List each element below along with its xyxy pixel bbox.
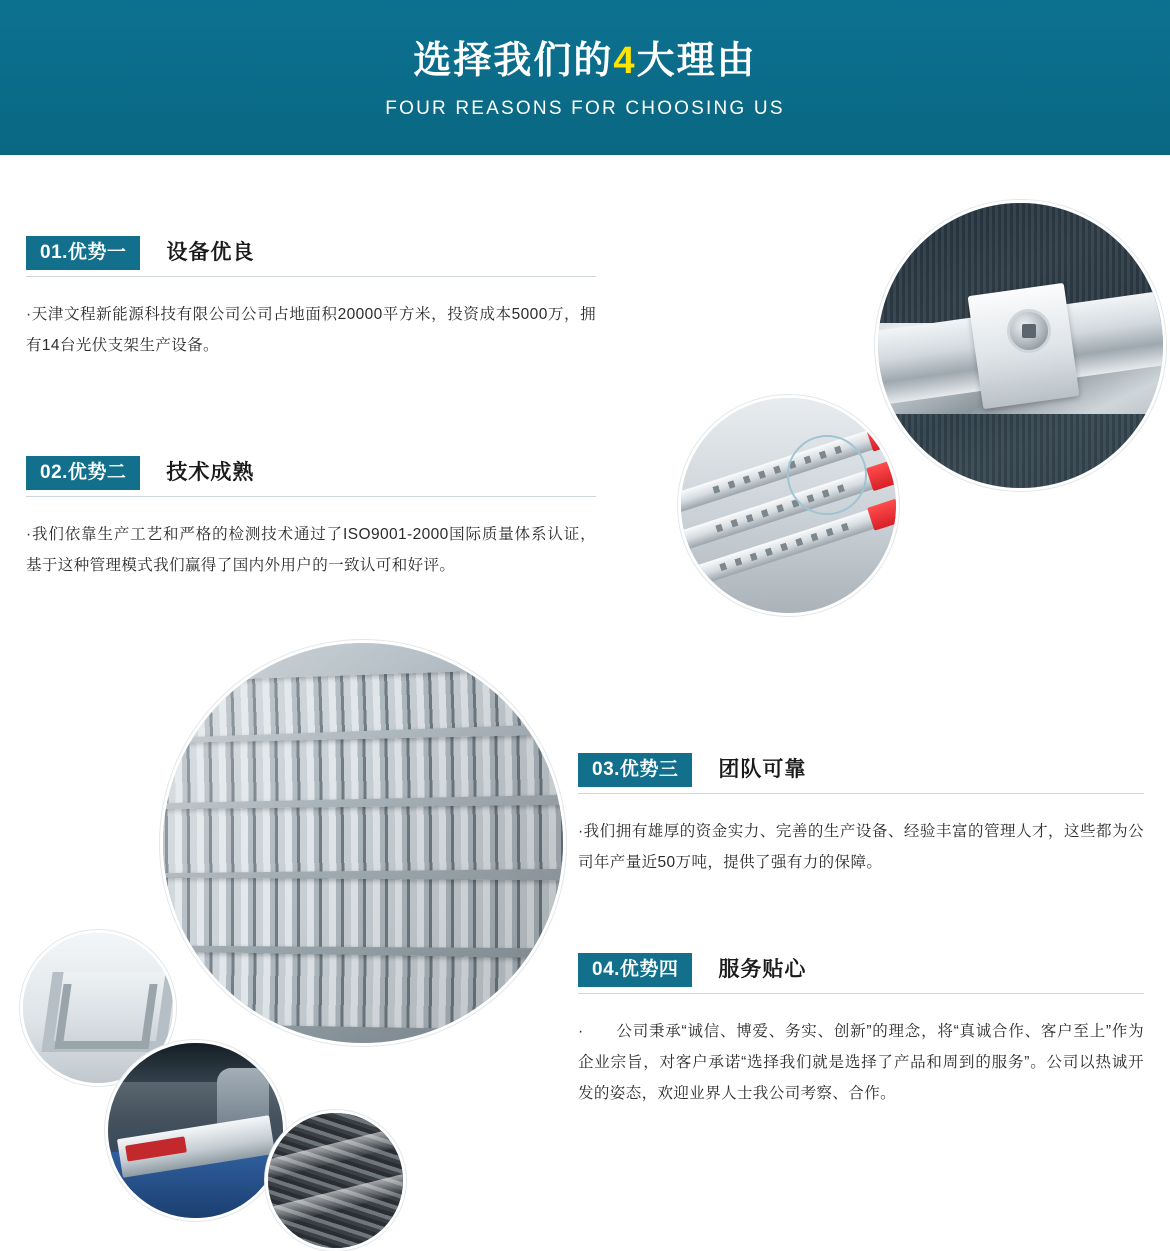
reason-3-divider bbox=[578, 793, 1144, 794]
reason-2-divider bbox=[26, 496, 596, 497]
solar-panel-surface-lower bbox=[878, 414, 1163, 488]
reason-block-2 bbox=[26, 448, 596, 581]
reason-1-tag: 01.优势一 bbox=[26, 236, 140, 270]
reason-4-title: 服务贴心 bbox=[718, 958, 807, 981]
photo-cluster-top bbox=[660, 200, 1160, 720]
reason-3-title: 团队可靠 bbox=[718, 758, 807, 781]
photo-cluster-bottom bbox=[10, 640, 570, 1160]
reason-2-title: 技术成熟 bbox=[166, 461, 255, 484]
reason-2-tag: 02.优势二 bbox=[26, 456, 140, 490]
reason-4-header bbox=[578, 945, 1144, 987]
reason-block-3 bbox=[578, 745, 1144, 878]
reason-3-body: ·我们拥有雄厚的资金实力、完善的生产设备、经验丰富的管理人才，这些都为公司年产量近50万吨，提供了强有力的保障。 bbox=[578, 823, 1144, 871]
bundle-strap bbox=[265, 1123, 406, 1181]
page-header-banner bbox=[0, 0, 1170, 155]
reason-2-header bbox=[26, 448, 596, 490]
rail-profiles-photo bbox=[678, 395, 899, 616]
reason-4-body: · 公司秉承“诚信、博爱、务实、创新”的理念，将“真诚合作、客户至上”作为企业宗旨，对客户承诺“选择我们就是选择了产品和周到的服务”。公司以热诚开发的姿态，欢迎业界人士我公司考察、合作。 bbox=[578, 1023, 1144, 1102]
steel-tube-stack-photo bbox=[160, 640, 566, 1046]
reason-block-1 bbox=[26, 228, 596, 361]
page-title-prefix: 选择我们的 bbox=[413, 39, 614, 82]
decorative-ring bbox=[787, 435, 867, 515]
steel-bundle-photo bbox=[265, 1110, 406, 1251]
page-title-suffix: 大理由 bbox=[636, 39, 757, 82]
reason-1-divider bbox=[26, 276, 596, 277]
reason-4-divider bbox=[578, 993, 1144, 994]
page-title bbox=[413, 41, 756, 83]
solar-mount-clamp-photo bbox=[875, 200, 1166, 491]
reason-2-body: ·我们依靠生产工艺和严格的检测技术通过了ISO9001-2000国际质量体系认证，基于这种管理模式我们赢得了国内外用户的一致认可和好评。 bbox=[26, 526, 596, 574]
reason-block-4 bbox=[578, 945, 1144, 1109]
page-title-accent-number: 4 bbox=[613, 39, 637, 82]
reason-1-title: 设备优良 bbox=[166, 241, 255, 264]
bundle-strap bbox=[265, 1172, 406, 1230]
c-channel-inner bbox=[54, 984, 157, 1049]
reason-3-tag: 03.优势三 bbox=[578, 753, 692, 787]
page-subtitle: FOUR REASONS FOR CHOOSING US bbox=[385, 98, 785, 120]
reason-3-header bbox=[578, 745, 1144, 787]
reason-1-header bbox=[26, 228, 596, 270]
workshop-machine-photo bbox=[105, 1040, 286, 1221]
reason-4-tag: 04.优势四 bbox=[578, 953, 692, 987]
reason-1-body: ·天津文程新能源科技有限公司公司占地面积20000平方米，投资成本5000万，拥有14台光伏支架生产设备。 bbox=[26, 306, 596, 354]
photo-glare bbox=[163, 643, 563, 1043]
content-area bbox=[0, 155, 1170, 1200]
